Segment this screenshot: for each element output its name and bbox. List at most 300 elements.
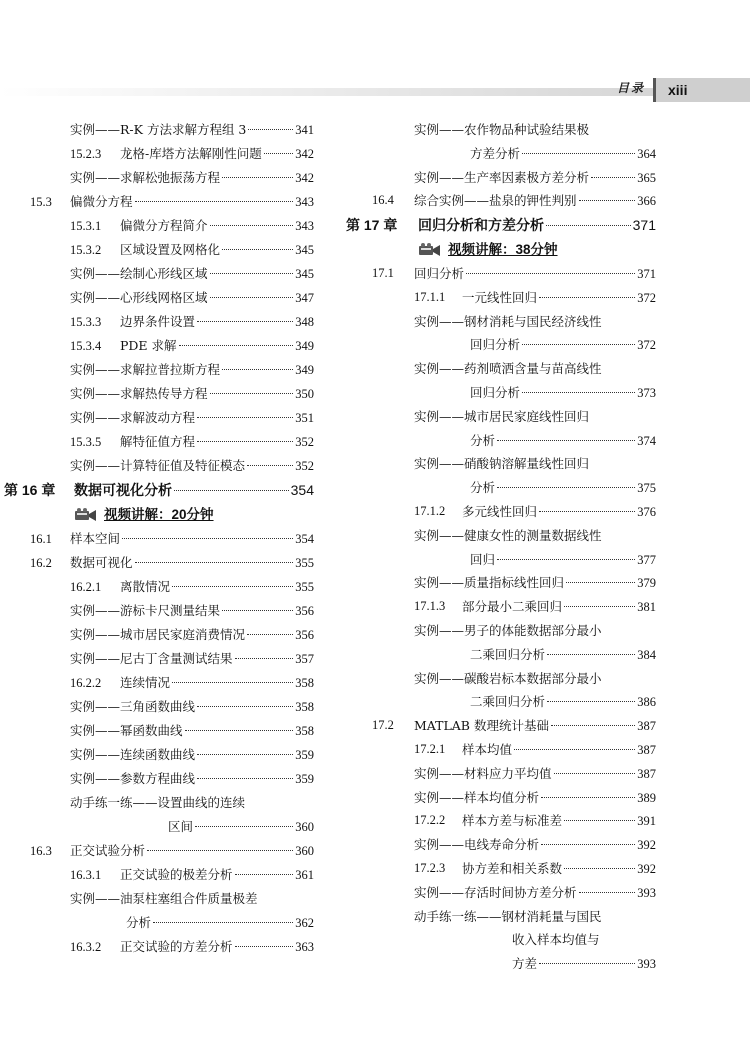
dot-leader: [197, 417, 293, 418]
dot-leader: [235, 946, 294, 947]
dot-leader: [222, 369, 293, 370]
page-ref: 361: [295, 868, 314, 882]
toc-entry: [346, 690, 658, 714]
dot-leader: [247, 634, 293, 635]
page-ref: 359: [295, 748, 314, 762]
toc-line[interactable]: [126, 911, 314, 935]
toc-label: 实例——生产率因素极方差分析: [414, 169, 590, 185]
toc-entry: [0, 911, 318, 935]
toc-entry: [0, 551, 318, 575]
toc-line[interactable]: [414, 571, 656, 596]
toc-label: 偏微分方程: [70, 194, 133, 209]
dot-leader: [547, 654, 635, 655]
dot-leader: [566, 582, 635, 583]
toc-label: 实例——计算特征值及特征模态: [70, 458, 246, 473]
toc-entry: [346, 548, 658, 572]
toc-entry: [0, 887, 318, 911]
toc-entry: [0, 527, 318, 551]
toc-label: 实例——城市居民家庭线性回归: [414, 408, 590, 424]
toc-label: 实例——硝酸钠溶解量线性回归: [414, 456, 590, 472]
toc-entry: [0, 382, 318, 406]
page-ref: 356: [295, 628, 314, 642]
chapter-number: 第 16 章: [4, 482, 56, 498]
toc-line[interactable]: [70, 454, 314, 478]
page-ref: 352: [295, 435, 314, 449]
page-ref: 393: [637, 885, 656, 900]
page-ref: 352: [295, 459, 314, 473]
dot-leader: [210, 393, 294, 394]
toc-label: PDE 求解: [120, 338, 177, 353]
toc-line[interactable]: [414, 881, 656, 906]
page-ref: 343: [295, 195, 314, 209]
toc-line[interactable]: [70, 286, 314, 310]
toc-entry: [346, 262, 658, 286]
section-number: 15.3.2: [70, 243, 102, 257]
toc-label: 二乘回归分析: [470, 694, 546, 710]
toc-entry: [346, 357, 658, 381]
page-ref: 357: [295, 652, 314, 666]
toc-label: 实例——油泵柱塞组合件质量极差: [70, 891, 258, 906]
page-ref: 364: [637, 146, 656, 161]
toc-line[interactable]: [70, 743, 314, 767]
toc-entry: [346, 333, 658, 357]
dot-leader: [591, 177, 635, 178]
toc-line[interactable]: [70, 527, 314, 551]
dot-leader: [185, 730, 294, 731]
dot-leader: [172, 586, 293, 587]
toc-entry: [0, 166, 318, 190]
toc-line[interactable]: [470, 333, 656, 358]
dot-leader: [466, 273, 635, 274]
dot-leader: [522, 153, 635, 154]
dot-leader: [222, 177, 293, 178]
toc-entry: [346, 166, 658, 190]
page-ref: 371: [632, 217, 656, 234]
dot-leader: [579, 200, 636, 201]
video-camera-icon: [418, 243, 444, 257]
toc-entry: [0, 358, 318, 382]
toc-line[interactable]: [70, 551, 314, 575]
toc-entry: [0, 238, 318, 262]
page-ref: 343: [295, 219, 314, 233]
section-number: 17.1.2: [414, 503, 446, 518]
section-number: 17.2.1: [414, 741, 446, 756]
page-ref: 377: [637, 552, 656, 567]
section-number: 16.3.1: [70, 868, 102, 882]
dot-leader: [497, 440, 635, 441]
section-number: 16.4: [372, 193, 394, 208]
toc-label: 动手练一练——设置曲线的连续: [70, 795, 246, 810]
toc-line[interactable]: [470, 476, 656, 501]
toc-label: 边界条件设置: [120, 314, 196, 329]
toc-line[interactable]: [418, 213, 656, 238]
page-ref: 392: [637, 838, 656, 853]
toc-label: 一元线性回归: [462, 289, 538, 305]
toc-label: 分析: [470, 432, 496, 448]
toc-entry: [0, 430, 318, 454]
video-camera-icon: [74, 508, 100, 522]
toc-entry: [346, 595, 658, 619]
section-number: 16.1: [30, 532, 52, 546]
toc-label: 动手练一练——钢材消耗量与国民: [414, 908, 602, 924]
toc-label: 实例——质量指标线性回归: [414, 575, 565, 591]
toc-entry: [0, 286, 318, 310]
page-ref: 341: [295, 123, 314, 137]
toc-entry: [0, 767, 318, 791]
page-ref: 358: [295, 676, 314, 690]
dot-leader: [197, 321, 293, 322]
toc-label: 样本方差与标准差: [462, 813, 563, 829]
toc-label: 实例——男子的体能数据部分最小: [414, 622, 602, 638]
toc-line[interactable]: [462, 595, 656, 620]
toc-entry: [346, 786, 658, 810]
toc-label: 实例——健康女性的测量数据线性: [414, 527, 602, 543]
toc-entry: [0, 935, 318, 959]
dot-leader: [197, 754, 293, 755]
page-ref: 376: [637, 504, 656, 519]
toc-line[interactable]: [120, 863, 314, 887]
section-number: 17.2.2: [414, 813, 446, 828]
toc-line[interactable]: [414, 833, 656, 858]
page-ref: 389: [637, 790, 656, 805]
toc-line[interactable]: [70, 647, 314, 671]
dot-leader: [564, 606, 635, 607]
toc-entry: [346, 476, 658, 500]
toc-line[interactable]: [462, 500, 656, 525]
page-ref: 347: [295, 291, 314, 305]
toc-label: 正交试验分析: [70, 843, 146, 858]
toc-label: 回归分析: [414, 265, 465, 281]
section-number: 15.3.5: [70, 435, 102, 449]
page-ref: 359: [295, 772, 314, 786]
toc-entry: [0, 575, 318, 599]
toc-line[interactable]: [70, 190, 314, 214]
toc-label: 实例——尼古丁含量测试结果: [70, 651, 233, 666]
section-number: 15.3.4: [70, 339, 102, 353]
toc-line[interactable]: [70, 719, 314, 743]
toc-line[interactable]: [120, 430, 314, 454]
toc-label: 区间: [168, 819, 194, 834]
toc-line[interactable]: [470, 548, 656, 573]
toc-label: 实例——求解拉普拉斯方程: [70, 362, 221, 377]
section-number: 15.3.1: [70, 219, 102, 233]
toc-entry: [0, 334, 318, 358]
dot-leader: [579, 892, 636, 893]
header-section-title: 目录: [616, 81, 645, 95]
page-ref: 360: [295, 820, 314, 834]
page-ref: 342: [295, 147, 314, 161]
toc-label: 分析: [126, 915, 152, 930]
toc-label: 回归分析: [470, 337, 521, 353]
toc-line[interactable]: [70, 839, 314, 863]
toc-line[interactable]: [70, 358, 314, 382]
toc-entry: [0, 118, 318, 142]
video-lecture-link[interactable]: 视频讲解：20分钟: [104, 507, 214, 522]
toc-line[interactable]: [414, 762, 656, 787]
toc-label: 实例——R-K 方法求解方程组 3: [70, 122, 247, 137]
toc-entry: [346, 809, 658, 833]
toc-line[interactable]: [70, 118, 314, 142]
toc-entry: [346, 452, 658, 476]
toc-entry: [346, 928, 658, 952]
toc-line[interactable]: [70, 767, 314, 791]
toc-line[interactable]: [462, 809, 656, 834]
page-ref: 345: [295, 243, 314, 257]
toc-entry: [0, 310, 318, 334]
toc-label: 实例——药剂喷洒含量与苗高线性: [414, 361, 602, 377]
page-ref: 372: [637, 290, 656, 305]
toc-line[interactable]: [70, 599, 314, 623]
toc-line[interactable]: [414, 189, 656, 214]
toc-label: 实例——农作物品种试验结果极: [414, 122, 590, 137]
section-number: 15.2.3: [70, 147, 102, 161]
toc-label: 解特征值方程: [120, 434, 196, 449]
dot-leader: [222, 249, 293, 250]
section-number: 17.1.1: [414, 289, 446, 304]
toc-label: 实例——心形线网格区域: [70, 290, 208, 305]
page-ref: 381: [637, 600, 656, 615]
toc-line[interactable]: [414, 166, 656, 191]
dot-leader: [210, 273, 294, 274]
page-ref: 342: [295, 171, 314, 185]
toc-label: 回归: [470, 551, 496, 567]
chapter-number: 第 17 章: [346, 217, 398, 234]
toc-right-column: [346, 118, 658, 976]
page-ref: 362: [295, 916, 314, 930]
toc-entry: [0, 839, 318, 863]
toc-entry: [346, 142, 658, 166]
dot-leader: [197, 778, 293, 779]
toc-line[interactable]: [70, 406, 314, 430]
page-ref: 351: [295, 411, 314, 425]
toc-label: 实例——城市居民家庭消费情况: [70, 627, 246, 642]
page-ref: 358: [295, 700, 314, 714]
toc-entry: [0, 142, 318, 166]
toc-line[interactable]: [70, 695, 314, 719]
toc-entry: [0, 695, 318, 719]
dot-leader: [522, 344, 635, 345]
page-ref: 356: [295, 604, 314, 618]
dot-leader: [135, 201, 294, 202]
toc-line[interactable]: [470, 690, 656, 715]
toc-label: 实例——钢材消耗与国民经济线性: [414, 313, 602, 329]
dot-leader: [210, 297, 294, 298]
toc-line[interactable]: [120, 142, 314, 166]
dot-leader: [541, 844, 635, 845]
section-number: 15.3: [30, 195, 52, 209]
toc-label: 离散情况: [120, 579, 171, 594]
toc-label: 样本空间: [70, 531, 121, 546]
toc-label: 实例——求解热传导方程: [70, 386, 208, 401]
toc-line[interactable]: [120, 935, 314, 959]
toc-label: 实例——游标卡尺测量结果: [70, 603, 221, 618]
page-ref: 393: [637, 957, 656, 972]
page-number: xiii: [668, 82, 688, 98]
page-ref: 387: [637, 719, 656, 734]
toc-line[interactable]: [120, 575, 314, 599]
toc-line[interactable]: [74, 478, 314, 503]
page-ref: 354: [295, 532, 314, 546]
toc-label: 方差: [512, 956, 538, 972]
toc-line[interactable]: [462, 857, 656, 882]
toc-label: 实例——幂函数曲线: [70, 723, 183, 738]
toc-entry: [346, 762, 658, 786]
page-ref: 358: [295, 724, 314, 738]
dot-leader: [564, 868, 635, 869]
toc-label: 实例——求解波动方程: [70, 410, 196, 425]
toc-line[interactable]: [120, 334, 314, 358]
toc-line[interactable]: [414, 714, 656, 739]
toc-line[interactable]: [470, 643, 656, 668]
dot-leader: [235, 658, 294, 659]
dot-leader: [547, 701, 635, 702]
dot-leader: [235, 874, 294, 875]
toc-entry: [346, 500, 658, 524]
page-ref: 354: [290, 482, 314, 498]
toc-line[interactable]: [120, 238, 314, 262]
page-ref: 387: [637, 742, 656, 757]
dot-leader: [174, 490, 289, 491]
dot-leader: [554, 773, 636, 774]
page-ref: 355: [295, 580, 314, 594]
toc-label: 样本均值: [462, 741, 513, 757]
toc-label: 龙格-库塔方法解刚性问题: [120, 146, 262, 161]
toc-entry: [346, 189, 658, 213]
dot-leader: [541, 797, 635, 798]
page-ref: 348: [295, 315, 314, 329]
page-ref: 391: [637, 814, 656, 829]
toc-line[interactable]: [462, 738, 656, 763]
section-number: 17.1.3: [414, 599, 446, 614]
toc-line[interactable]: [470, 429, 656, 454]
dot-leader: [195, 826, 293, 827]
page-ref: 392: [637, 861, 656, 876]
toc-entry: [346, 857, 658, 881]
dot-leader: [147, 850, 293, 851]
page-ref: 371: [637, 266, 656, 281]
video-lecture-link[interactable]: 视频讲解：38分钟: [448, 242, 558, 258]
toc-line[interactable]: [168, 815, 314, 839]
toc-label: 实例——连续函数曲线: [70, 747, 196, 762]
toc-entry: [346, 643, 658, 667]
toc-entry: [0, 815, 318, 839]
toc-label: 实例——参数方程曲线: [70, 771, 196, 786]
page-ref: 349: [295, 363, 314, 377]
toc-entry: [0, 503, 318, 527]
toc-label: 分析: [470, 480, 496, 496]
page-ref: 345: [295, 267, 314, 281]
toc-label: 正交试验的极差分析: [120, 867, 233, 882]
page-ref: 384: [637, 647, 656, 662]
toc-entry: [346, 714, 658, 738]
toc-left-column: [0, 118, 318, 959]
page-ref: 350: [295, 387, 314, 401]
page-ref: 349: [295, 339, 314, 353]
page-ref: 373: [637, 385, 656, 400]
toc-line[interactable]: [470, 142, 656, 167]
toc-entry: [346, 571, 658, 595]
toc-entry: [346, 524, 658, 548]
toc-label: 数据可视化分析: [74, 482, 172, 498]
section-number: 16.2: [30, 556, 52, 570]
toc-line[interactable]: [512, 952, 656, 977]
dot-leader: [135, 562, 294, 563]
section-number: 15.3.3: [70, 315, 102, 329]
dot-leader: [122, 538, 293, 539]
toc-label: 协方差和相关系数: [462, 860, 563, 876]
toc-entry: [0, 863, 318, 887]
toc-entry: [0, 454, 318, 478]
toc-label: 连续情况: [120, 675, 171, 690]
toc-label: 数据可视化: [70, 555, 133, 570]
toc-label: 收入样本均值与: [512, 932, 600, 948]
dot-leader: [197, 441, 293, 442]
dot-leader: [497, 559, 635, 560]
toc-label: 部分最小二乘回归: [462, 599, 563, 615]
page-ref: 365: [637, 170, 656, 185]
page-ref: 386: [637, 695, 656, 710]
toc-line[interactable]: [414, 262, 656, 287]
toc-label: 实例——三角函数曲线: [70, 699, 196, 714]
toc-label: 回归分析和方差分析: [418, 217, 544, 234]
toc-label: 多元线性回归: [462, 503, 538, 519]
toc-line[interactable]: [70, 166, 314, 190]
toc-entry: [0, 599, 318, 623]
section-number: 16.3: [30, 844, 52, 858]
section-number: 17.2: [372, 718, 394, 733]
dot-leader: [247, 465, 293, 466]
toc-line[interactable]: [470, 381, 656, 406]
toc-line[interactable]: [462, 286, 656, 311]
toc-entry: [346, 429, 658, 453]
toc-line[interactable]: [120, 214, 314, 238]
page-ref: 355: [295, 556, 314, 570]
toc-entry: [0, 214, 318, 238]
toc-entry: [346, 952, 658, 976]
toc-line[interactable]: [414, 786, 656, 811]
toc-line[interactable]: [70, 382, 314, 406]
toc-line[interactable]: [120, 310, 314, 334]
dot-leader: [153, 922, 293, 923]
toc-line[interactable]: [70, 623, 314, 647]
page-ref: 366: [637, 194, 656, 209]
toc-entry: [346, 286, 658, 310]
toc-line[interactable]: [70, 262, 314, 286]
toc-label: 实例——电线寿命分析: [414, 837, 540, 853]
section-number: 17.1: [372, 265, 394, 280]
toc-entry: [0, 623, 318, 647]
toc-entry: [346, 667, 658, 691]
toc-label: 实例——材料应力平均值: [414, 765, 552, 781]
section-number: 16.3.2: [70, 940, 102, 954]
page-ref: 387: [637, 766, 656, 781]
toc-entry: [0, 647, 318, 671]
dot-leader: [210, 225, 294, 226]
toc-entry: [346, 881, 658, 905]
toc-label: 正交试验的方差分析: [120, 939, 233, 954]
page-ref: 372: [637, 338, 656, 353]
toc-line[interactable]: [120, 671, 314, 695]
toc-entry: [0, 406, 318, 430]
toc-entry: [346, 405, 658, 429]
section-number: 16.2.2: [70, 676, 102, 690]
dot-leader: [497, 487, 635, 488]
toc-label: 实例——求解松弛振荡方程: [70, 170, 221, 185]
toc-entry: [0, 262, 318, 286]
toc-label: MATLAB 数理统计基础: [414, 718, 549, 734]
dot-leader: [197, 706, 293, 707]
page-ref: 379: [637, 576, 656, 591]
